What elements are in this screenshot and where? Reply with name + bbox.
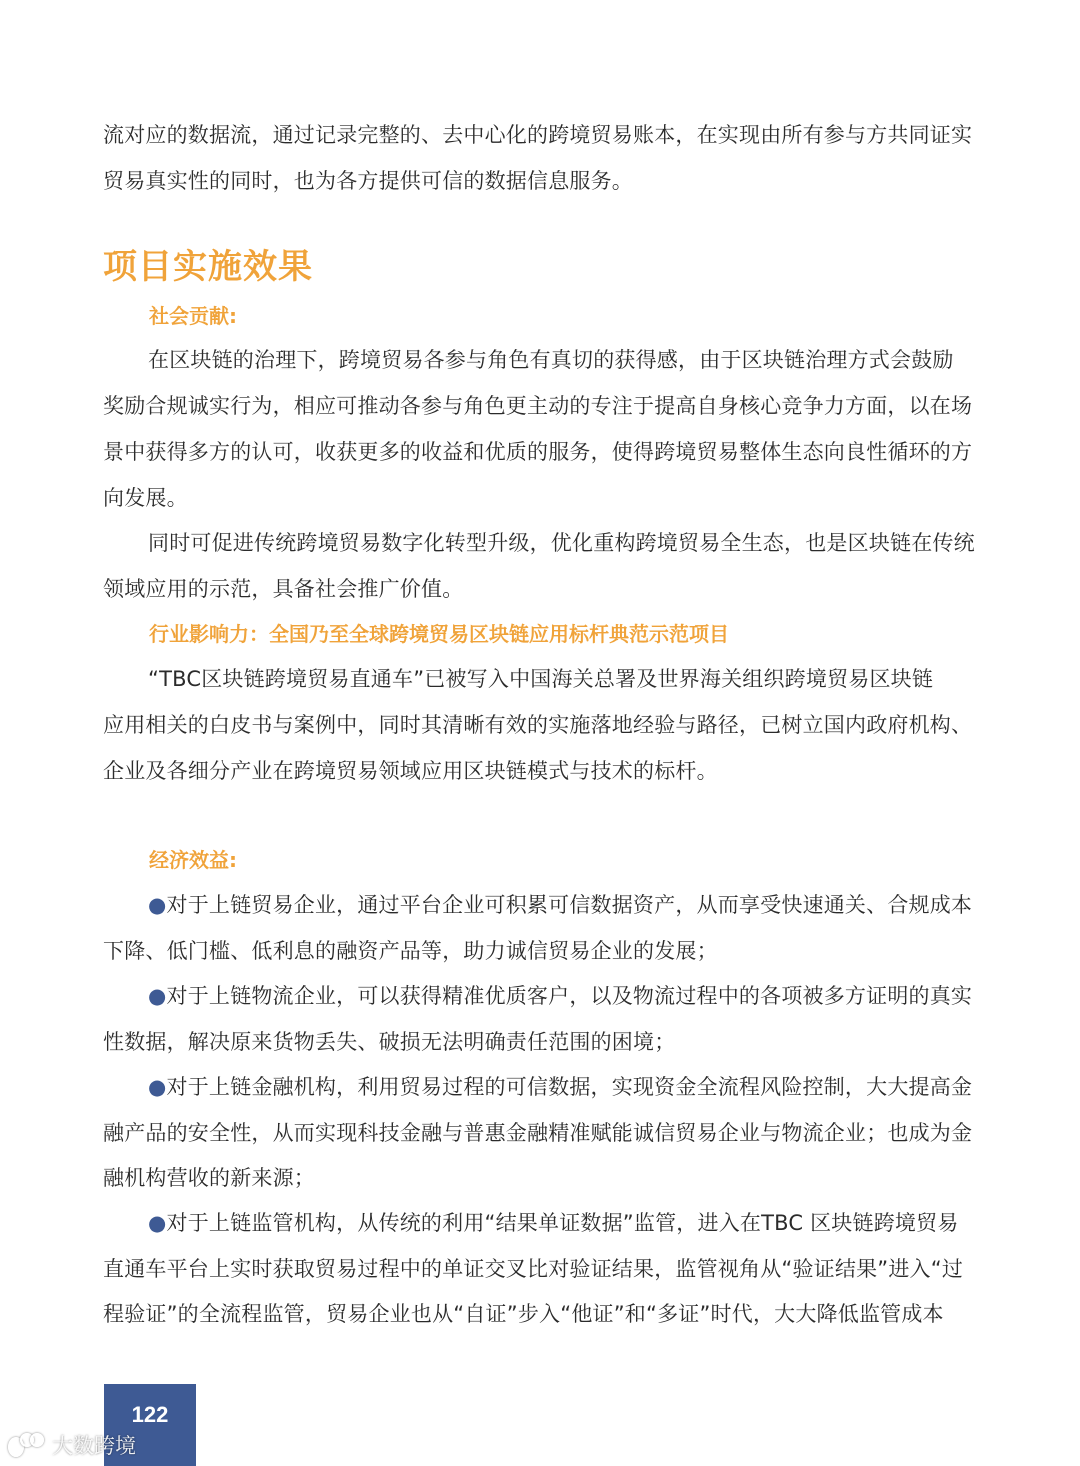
economic-bullet-4-line-1	[148, 1208, 983, 1238]
economic-bullet-3-line-1	[148, 1072, 983, 1102]
social-p1-line-1: 在区块链的治理下，跨境贸易各参与角色有真切的获得感，由于区块链治理方式会鼓励	[148, 348, 954, 372]
intro-line-2: 贸易真实性的同时，也为各方提供可信的数据信息服务。	[103, 169, 633, 193]
industry-p1-line-2: 应用相关的白皮书与案例中，同时其清晰有效的实施落地经验与路径，已树立国内政府机构、	[103, 713, 973, 737]
economic-heading: 经济效益:	[149, 848, 237, 872]
social-p1-line-4: 向发展。	[103, 486, 188, 510]
bullet-text: 对于上链金融机构，利用贸易过程的可信数据，实现资金全流程风险控制，大大提高金	[166, 1075, 973, 1099]
social-p2-line-2: 领域应用的示范，具备社会推广价值。	[103, 577, 464, 601]
social-p1-line-3: 景中获得多方的认可，收获更多的收益和优质的服务，使得跨境贸易整体生态向良性循环的方	[103, 440, 973, 464]
economic-bullet-3-line-3: 融机构营收的新来源；	[103, 1166, 315, 1190]
economic-bullet-3-line-2: 融产品的安全性，从而实现科技金融与普惠金融精准赋能诚信贸易企业与物流企业；也成为金	[103, 1121, 973, 1145]
industry-heading: 行业影响力：全国乃至全球跨境贸易区块链应用标杆典范示范项目	[149, 622, 729, 646]
intro-line-1: 流对应的数据流，通过记录完整的、去中心化的跨境贸易账本，在实现由所有参与方共同证实	[103, 123, 973, 147]
bullet-dot-icon: ●	[148, 893, 167, 917]
bullet-dot-icon: ●	[148, 1211, 167, 1235]
social-p2-line-1: 同时可促进传统跨境贸易数字化转型升级，优化重构跨境贸易全生态，也是区块链在传统	[148, 531, 975, 555]
social-p1-line-2: 奖励合规诚实行为，相应可推动各参与角色更主动的专注于提高自身核心竞争力方面，以在场	[103, 394, 973, 418]
watermark-text: 大数跨境	[52, 1434, 136, 1458]
bullet-text: 对于上链物流企业，可以获得精准优质客户，以及物流过程中的各项被多方证明的真实	[166, 984, 973, 1008]
economic-bullet-1-line-2: 下降、低门槛、低利息的融资产品等，助力诚信贸易企业的发展；	[103, 939, 718, 963]
section-title: 项目实施效果	[103, 247, 313, 287]
bullet-dot-icon: ●	[148, 1075, 167, 1099]
industry-p1-line-1: “TBC区块链跨境贸易直通车”已被写入中国海关总署及世界海关组织跨境贸易区块链	[148, 667, 934, 691]
social-heading: 社会贡献:	[149, 304, 237, 328]
watermark	[8, 1430, 136, 1460]
economic-bullet-4-line-2: 直通车平台上实时获取贸易过程中的单证交叉比对验证结果，监管视角从“验证结果”进入“过	[103, 1257, 964, 1281]
industry-p1-line-3: 企业及各细分产业在跨境贸易领域应用区块链模式与技术的标杆。	[103, 759, 718, 783]
economic-bullet-1-line-1	[148, 890, 983, 920]
economic-bullet-2-line-2: 性数据，解决原来货物丢失、破损无法明确责任范围的困境；	[103, 1030, 676, 1054]
economic-bullet-2-line-1	[148, 981, 983, 1011]
bullet-text: 对于上链监管机构，从传统的利用“结果单证数据”监管，进入在TBC 区块链跨境贸易	[166, 1211, 959, 1235]
bullet-text: 对于上链贸易企业，通过平台企业可积累可信数据资产，从而享受快速通关、合规成本	[166, 893, 973, 917]
watermark-logo-icon	[8, 1433, 48, 1457]
page-number: 122	[131, 1402, 169, 1427]
economic-bullet-4-line-3: 程验证”的全流程监管，贸易企业也从“自证”步入“他证”和“多证”时代，大大降低监管成本	[103, 1302, 944, 1326]
bullet-dot-icon: ●	[148, 984, 167, 1008]
